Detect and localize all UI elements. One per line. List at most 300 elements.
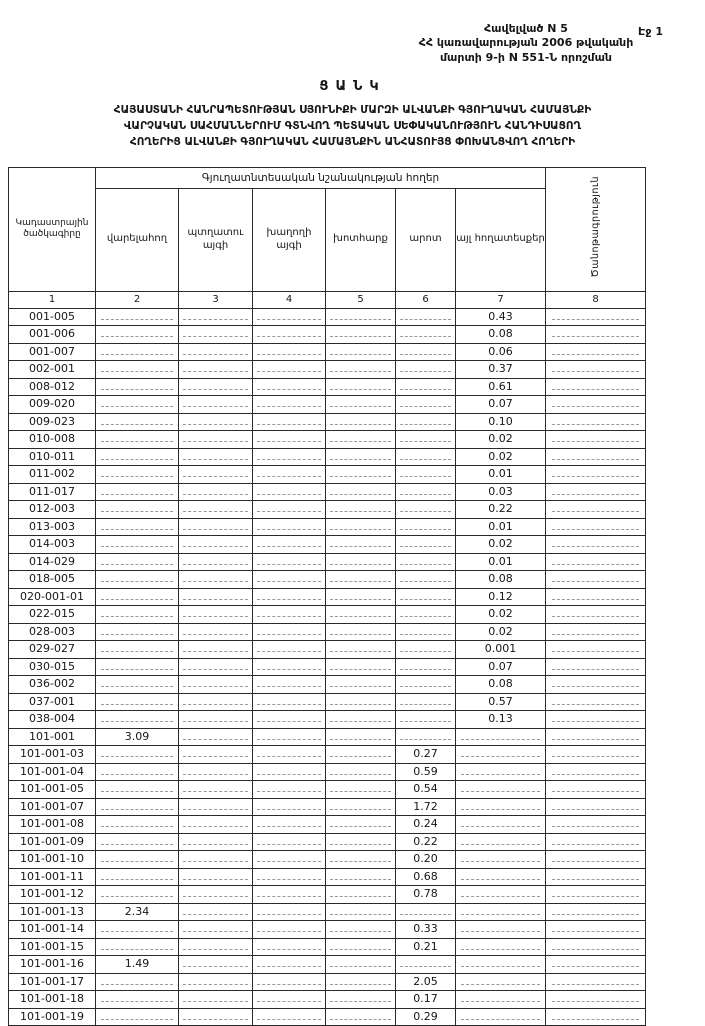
empty-cell-leader — [183, 874, 247, 880]
value-cell — [546, 623, 646, 641]
value-cell — [456, 903, 546, 921]
value-cell — [253, 588, 326, 606]
value-cell — [253, 658, 326, 676]
empty-cell-leader — [552, 961, 639, 967]
value-cell — [179, 606, 253, 624]
value-cell — [96, 711, 179, 729]
empty-cell-leader — [461, 839, 539, 845]
value-cell — [396, 308, 456, 326]
value-cell — [546, 658, 646, 676]
table-row — [9, 536, 646, 554]
empty-cell-leader — [257, 909, 320, 915]
empty-cell-leader — [183, 646, 247, 652]
empty-cell-leader — [552, 611, 639, 617]
value-cell — [253, 571, 326, 589]
value-cell — [179, 308, 253, 326]
value-cell — [96, 991, 179, 1009]
column-number: 7 — [456, 291, 546, 308]
empty-cell-leader — [183, 541, 247, 547]
empty-cell-leader — [257, 436, 320, 442]
cadastral-code-cell: 028-003 — [9, 623, 96, 641]
empty-cell-leader — [257, 786, 320, 792]
cadastral-code-cell: 018-005 — [9, 571, 96, 589]
empty-cell-leader — [101, 436, 173, 442]
value-cell — [96, 413, 179, 431]
value-cell — [179, 816, 253, 834]
value-cell — [253, 413, 326, 431]
value-cell — [253, 536, 326, 554]
value-cell — [396, 571, 456, 589]
empty-cell-leader — [400, 314, 452, 320]
empty-cell-leader — [257, 541, 320, 547]
value-cell — [396, 606, 456, 624]
empty-cell-leader — [101, 856, 173, 862]
value-cell — [326, 431, 396, 449]
value-cell — [326, 903, 396, 921]
value-cell — [456, 798, 546, 816]
empty-cell-leader — [183, 524, 247, 530]
value-cell — [96, 973, 179, 991]
empty-cell-leader — [183, 769, 247, 775]
value-cell: 0.02 — [456, 623, 546, 641]
empty-cell-leader — [101, 331, 173, 337]
empty-cell-leader — [257, 664, 320, 670]
empty-cell-leader — [101, 506, 173, 512]
value-cell — [396, 343, 456, 361]
table-row — [9, 816, 646, 834]
empty-cell-leader — [330, 909, 391, 915]
value-cell — [546, 641, 646, 659]
value-cell — [456, 868, 546, 886]
empty-cell-leader — [330, 944, 391, 950]
value-cell: 0.33 — [396, 921, 456, 939]
value-cell — [179, 518, 253, 536]
table-row — [9, 431, 646, 449]
empty-cell-leader — [183, 926, 247, 932]
table-row — [9, 308, 646, 326]
empty-cell-leader — [400, 454, 452, 460]
empty-cell-leader — [101, 944, 173, 950]
empty-cell-leader — [101, 384, 173, 390]
value-cell — [253, 746, 326, 764]
value-cell — [546, 448, 646, 466]
table-row — [9, 483, 646, 501]
table-row — [9, 746, 646, 764]
empty-cell-leader — [257, 1014, 320, 1020]
empty-cell-leader — [330, 716, 391, 722]
empty-cell-leader — [183, 471, 247, 477]
table-row — [9, 571, 646, 589]
empty-cell-leader — [400, 664, 452, 670]
empty-cell-leader — [257, 751, 320, 757]
value-cell — [456, 921, 546, 939]
value-cell — [326, 553, 396, 571]
value-cell — [179, 536, 253, 554]
empty-cell-leader — [183, 314, 247, 320]
empty-cell-leader — [400, 489, 452, 495]
value-cell — [253, 903, 326, 921]
empty-cell-leader — [183, 821, 247, 827]
empty-cell-leader — [330, 751, 391, 757]
value-cell — [96, 781, 179, 799]
empty-cell-leader — [400, 629, 452, 635]
empty-cell-leader — [183, 1014, 247, 1020]
cadastral-code-cell: 101-001 — [9, 728, 96, 746]
header-note — [546, 167, 646, 291]
value-cell: 0.01 — [456, 466, 546, 484]
value-cell — [179, 711, 253, 729]
table-row — [9, 693, 646, 711]
list-title: ՑԱՆԿ — [319, 78, 386, 94]
value-cell — [326, 518, 396, 536]
value-cell — [546, 763, 646, 781]
table-row — [9, 606, 646, 624]
value-cell — [326, 886, 396, 904]
empty-cell-leader — [183, 611, 247, 617]
empty-cell-leader — [183, 664, 247, 670]
table-row — [9, 623, 646, 641]
empty-cell-leader — [183, 961, 247, 967]
empty-cell-leader — [330, 979, 391, 985]
empty-cell-leader — [257, 611, 320, 617]
cadastral-code-cell: 014-003 — [9, 536, 96, 554]
value-cell — [253, 816, 326, 834]
empty-cell-leader — [552, 471, 639, 477]
empty-cell-leader — [183, 786, 247, 792]
value-cell — [546, 518, 646, 536]
cadastral-code-cell: 101-001-10 — [9, 851, 96, 869]
value-cell — [253, 501, 326, 519]
value-cell — [546, 361, 646, 379]
empty-cell-leader — [552, 349, 639, 355]
empty-cell-leader — [101, 874, 173, 880]
value-cell — [253, 308, 326, 326]
value-cell — [179, 903, 253, 921]
value-cell: 0.27 — [396, 746, 456, 764]
value-cell: 0.08 — [456, 676, 546, 694]
value-cell — [96, 676, 179, 694]
value-cell — [96, 693, 179, 711]
value-cell: 0.68 — [396, 868, 456, 886]
empty-cell-leader — [461, 926, 539, 932]
empty-cell-leader — [330, 541, 391, 547]
value-cell — [179, 326, 253, 344]
value-cell: 0.02 — [456, 448, 546, 466]
value-cell — [546, 781, 646, 799]
value-cell — [546, 606, 646, 624]
header-arable: վարելահող — [96, 188, 179, 291]
value-cell — [326, 343, 396, 361]
value-cell: 0.001 — [456, 641, 546, 659]
empty-cell-leader — [552, 734, 639, 740]
title-line: ՀԱՅԱՍՏԱՆԻ ՀԱՆՐԱՊԵՏՈՒԹՅԱՆ ՍՅՈՒՆԻՔԻ ՄԱՐԶԻ ԱԼՎԱՆՔԻ ԳՅՈՒՂԱԿԱՆ ՀԱՄԱՅՆՔԻ — [113, 103, 592, 116]
table-row — [9, 466, 646, 484]
column-number: 5 — [326, 291, 396, 308]
empty-cell-leader — [461, 786, 539, 792]
empty-cell-leader — [400, 699, 452, 705]
value-cell: 0.17 — [396, 991, 456, 1009]
empty-cell-leader — [183, 401, 247, 407]
cadastral-code-cell: 030-015 — [9, 658, 96, 676]
empty-cell-leader — [330, 786, 391, 792]
value-cell — [179, 676, 253, 694]
cadastral-code-cell: 101-001-13 — [9, 903, 96, 921]
table-row — [9, 868, 646, 886]
empty-cell-leader — [183, 419, 247, 425]
value-cell — [396, 466, 456, 484]
empty-cell-leader — [552, 454, 639, 460]
value-cell: 3.09 — [96, 728, 179, 746]
empty-cell-leader — [183, 331, 247, 337]
value-cell: 0.54 — [396, 781, 456, 799]
empty-cell-leader — [461, 856, 539, 862]
value-cell — [179, 658, 253, 676]
appendix-line: Հավելված N 5 — [484, 22, 568, 35]
empty-cell-leader — [330, 734, 391, 740]
value-cell — [96, 868, 179, 886]
cadastral-code-cell: 101-001-19 — [9, 1008, 96, 1026]
value-cell — [253, 606, 326, 624]
value-cell — [179, 483, 253, 501]
empty-cell-leader — [400, 419, 452, 425]
empty-cell-leader — [461, 1014, 539, 1020]
value-cell — [546, 833, 646, 851]
value-cell — [546, 1008, 646, 1026]
empty-cell-leader — [552, 629, 639, 635]
empty-cell-leader — [400, 961, 452, 967]
column-number: 6 — [396, 291, 456, 308]
value-cell — [96, 851, 179, 869]
empty-cell-leader — [101, 576, 173, 582]
empty-cell-leader — [400, 716, 452, 722]
value-cell: 0.29 — [396, 1008, 456, 1026]
empty-cell-leader — [552, 559, 639, 565]
cadastral-code-cell: 101-001-09 — [9, 833, 96, 851]
value-cell — [179, 693, 253, 711]
value-cell — [253, 833, 326, 851]
empty-cell-leader — [552, 786, 639, 792]
value-cell — [179, 448, 253, 466]
value-cell — [326, 641, 396, 659]
value-cell — [253, 1008, 326, 1026]
value-cell — [396, 711, 456, 729]
empty-cell-leader — [330, 489, 391, 495]
value-cell — [396, 518, 456, 536]
value-cell — [396, 676, 456, 694]
empty-cell-leader — [101, 314, 173, 320]
cadastral-code-cell: 101-001-14 — [9, 921, 96, 939]
empty-cell-leader — [330, 961, 391, 967]
table-row — [9, 343, 646, 361]
value-cell — [253, 956, 326, 974]
empty-cell-leader — [257, 349, 320, 355]
empty-cell-leader — [101, 979, 173, 985]
value-cell — [96, 378, 179, 396]
cadastral-code-cell: 038-004 — [9, 711, 96, 729]
empty-cell-leader — [330, 419, 391, 425]
empty-cell-leader — [183, 506, 247, 512]
value-cell — [546, 956, 646, 974]
value-cell — [96, 938, 179, 956]
value-cell — [396, 641, 456, 659]
value-cell — [546, 973, 646, 991]
cadastral-code-cell: 011-017 — [9, 483, 96, 501]
empty-cell-leader — [257, 506, 320, 512]
cadastral-code-cell: 014-029 — [9, 553, 96, 571]
value-cell — [546, 903, 646, 921]
header-row-group — [9, 167, 646, 188]
empty-cell-leader — [257, 874, 320, 880]
value-cell — [179, 466, 253, 484]
value-cell: 0.02 — [456, 606, 546, 624]
empty-cell-leader — [183, 699, 247, 705]
cadastral-code-cell: 022-015 — [9, 606, 96, 624]
empty-cell-leader — [257, 699, 320, 705]
empty-cell-leader — [330, 524, 391, 530]
empty-cell-leader — [400, 436, 452, 442]
empty-cell-leader — [461, 769, 539, 775]
empty-cell-leader — [552, 839, 639, 845]
value-cell — [96, 921, 179, 939]
value-cell — [326, 658, 396, 676]
empty-cell-leader — [257, 314, 320, 320]
empty-cell-leader — [183, 891, 247, 897]
table-row — [9, 728, 646, 746]
empty-cell-leader — [183, 804, 247, 810]
value-cell — [396, 413, 456, 431]
value-cell — [546, 396, 646, 414]
table-body — [9, 308, 646, 1026]
empty-cell-leader — [183, 681, 247, 687]
value-cell: 1.72 — [396, 798, 456, 816]
value-cell — [96, 886, 179, 904]
empty-cell-leader — [257, 839, 320, 845]
value-cell: 0.22 — [396, 833, 456, 851]
empty-cell-leader — [101, 559, 173, 565]
cadastral-code-cell: 001-006 — [9, 326, 96, 344]
value-cell — [253, 361, 326, 379]
value-cell — [396, 361, 456, 379]
empty-cell-leader — [552, 891, 639, 897]
empty-cell-leader — [183, 979, 247, 985]
value-cell — [396, 501, 456, 519]
cadastral-code-cell: 010-011 — [9, 448, 96, 466]
value-cell — [326, 781, 396, 799]
empty-cell-leader — [101, 926, 173, 932]
empty-cell-leader — [552, 699, 639, 705]
empty-cell-leader — [257, 384, 320, 390]
value-cell — [96, 396, 179, 414]
value-cell — [396, 448, 456, 466]
empty-cell-leader — [257, 419, 320, 425]
value-cell — [546, 746, 646, 764]
empty-cell-leader — [330, 314, 391, 320]
empty-cell-leader — [400, 909, 452, 915]
empty-cell-leader — [257, 804, 320, 810]
empty-cell-leader — [101, 751, 173, 757]
cadastral-code-cell: 101-001-12 — [9, 886, 96, 904]
value-cell — [96, 816, 179, 834]
empty-cell-leader — [400, 349, 452, 355]
table-row — [9, 518, 646, 536]
empty-cell-leader — [257, 891, 320, 897]
empty-cell-leader — [183, 629, 247, 635]
empty-cell-leader — [461, 961, 539, 967]
value-cell — [253, 641, 326, 659]
value-cell: 0.07 — [456, 658, 546, 676]
value-cell — [179, 588, 253, 606]
value-cell — [326, 676, 396, 694]
value-cell — [179, 571, 253, 589]
title-line: ՀՈՂԵՐԻՑ ԱԼՎԱՆՔԻ ԳՅՈՒՂԱԿԱՆ ՀԱՄԱՅՆՔԻՆ ԱՆՀԱՏՈՒՅՑ ՓՈԽԱՆՑՎՈՂ ՀՈՂԵՐԻ — [129, 136, 576, 149]
document-title — [13, 102, 693, 151]
empty-cell-leader — [101, 349, 173, 355]
value-cell — [546, 676, 646, 694]
table-row — [9, 956, 646, 974]
empty-cell-leader — [183, 839, 247, 845]
value-cell — [253, 623, 326, 641]
empty-cell-leader — [183, 734, 247, 740]
empty-cell-leader — [552, 874, 639, 880]
value-cell — [96, 571, 179, 589]
empty-cell-leader — [400, 594, 452, 600]
empty-cell-leader — [552, 314, 639, 320]
value-cell — [326, 361, 396, 379]
empty-cell-leader — [330, 804, 391, 810]
value-cell: 0.57 — [456, 693, 546, 711]
value-cell — [396, 623, 456, 641]
empty-cell-leader — [257, 979, 320, 985]
empty-cell-leader — [101, 786, 173, 792]
table-row — [9, 798, 646, 816]
value-cell — [546, 798, 646, 816]
empty-cell-leader — [330, 1014, 391, 1020]
empty-cell-leader — [183, 909, 247, 915]
header-vineyard: խաղողի այգի — [253, 188, 326, 291]
value-cell: 0.01 — [456, 553, 546, 571]
empty-cell-leader — [400, 524, 452, 530]
empty-cell-leader — [400, 384, 452, 390]
empty-cell-leader — [552, 646, 639, 652]
table-row — [9, 396, 646, 414]
value-cell — [179, 396, 253, 414]
value-cell — [253, 693, 326, 711]
empty-cell-leader — [552, 856, 639, 862]
empty-cell-leader — [552, 716, 639, 722]
empty-cell-leader — [101, 646, 173, 652]
empty-cell-leader — [101, 1014, 173, 1020]
table-row — [9, 361, 646, 379]
value-cell — [396, 553, 456, 571]
empty-cell-leader — [330, 891, 391, 897]
cadastral-code-cell: 029-027 — [9, 641, 96, 659]
value-cell — [179, 938, 253, 956]
value-cell — [456, 991, 546, 1009]
value-cell — [253, 921, 326, 939]
value-cell — [326, 466, 396, 484]
empty-cell-leader — [101, 699, 173, 705]
empty-cell-leader — [257, 401, 320, 407]
empty-cell-leader — [183, 384, 247, 390]
empty-cell-leader — [257, 926, 320, 932]
table-row — [9, 676, 646, 694]
empty-cell-leader — [461, 874, 539, 880]
empty-cell-leader — [552, 384, 639, 390]
empty-cell-leader — [183, 489, 247, 495]
cadastral-code-cell: 101-001-07 — [9, 798, 96, 816]
value-cell — [96, 431, 179, 449]
empty-cell-leader — [400, 331, 452, 337]
